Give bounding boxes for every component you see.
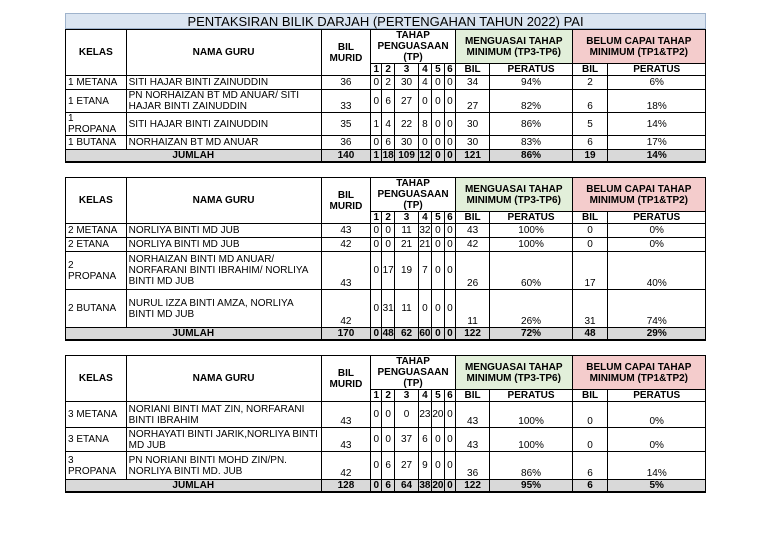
cell-kelas: 1 PROPANA [66,113,127,136]
total-b-bil: 48 [572,328,608,341]
cell-b-bil: 6 [572,136,608,150]
cell-nama-guru: SITI HAJAR BINTI ZAINUDDIN [126,76,321,90]
cell-jumlah-label: JUMLAH [66,150,322,163]
total-tp-5: 0 [431,328,444,341]
header-tp-1: 1 [371,212,382,224]
cell-b-peratus: 40% [608,252,706,290]
cell-tp-4: 4 [418,76,431,90]
cell-kelas: 2 BUTANA [66,290,127,328]
cell-nama-guru: NORLIYA BINTI MD JUB [126,224,321,238]
cell-nama-guru: NORLIYA BINTI MD JUB [126,238,321,252]
cell-b-peratus: 17% [608,136,706,150]
cell-m-peratus: 100% [490,238,572,252]
cell-b-bil: 0 [572,402,608,428]
cell-b-peratus: 0% [608,428,706,452]
cell-jumlah-label: JUMLAH [66,480,322,493]
cell-m-peratus: 83% [490,136,572,150]
block-spacer [65,163,706,177]
cell-b-bil: 31 [572,290,608,328]
total-tp-6: 0 [444,328,455,341]
table-row [66,113,706,136]
tables-container [65,29,706,493]
total-row [66,480,706,493]
table-row [66,252,706,290]
cell-tp-5: 0 [431,76,444,90]
cell-tp-2: 17 [382,252,395,290]
total-tp-1: 0 [371,480,382,493]
cell-kelas: 3 PROPANA [66,452,127,480]
cell-bil-murid: 43 [321,402,371,428]
cell-tp-4: 23 [418,402,431,428]
header-m-bil: BIL [455,390,490,402]
header-tp-3: 3 [395,212,419,224]
cell-kelas: 1 ETANA [66,90,127,113]
header-tp-6: 6 [444,390,455,402]
header-m-peratus: PERATUS [490,64,572,76]
header-tp-4: 4 [418,64,431,76]
table-row [66,238,706,252]
cell-m-peratus: 100% [490,402,572,428]
total-m-peratus: 86% [490,150,572,163]
cell-b-bil: 5 [572,113,608,136]
cell-tp-1: 0 [371,428,382,452]
cell-tp-5: 0 [431,113,444,136]
cell-bil-murid: 33 [321,90,371,113]
header-kelas: KELAS [66,30,127,76]
cell-bil-murid: 43 [321,224,371,238]
header-tp-4: 4 [418,212,431,224]
total-tp-1: 1 [371,150,382,163]
cell-tp-2: 0 [382,224,395,238]
class-table-form-3 [65,355,706,493]
cell-m-bil: 43 [455,224,490,238]
report-title: PENTAKSIRAN BILIK DARJAH (PERTENGAHAN TAHUN 2022) PAI [65,13,706,29]
total-tp-6: 0 [444,480,455,493]
cell-b-peratus: 6% [608,76,706,90]
cell-m-peratus: 86% [490,452,572,480]
header-tp-2: 2 [382,64,395,76]
cell-bil-murid: 42 [321,452,371,480]
total-b-peratus: 14% [608,150,706,163]
header-belum-capai: BELUM CAPAI TAHAP MINIMUM (TP1&TP2) [572,30,705,64]
cell-tp-1: 0 [371,402,382,428]
cell-tp-6: 0 [444,224,455,238]
cell-kelas: 3 ETANA [66,428,127,452]
cell-tp-1: 0 [371,76,382,90]
header-m-bil: BIL [455,212,490,224]
cell-tp-2: 6 [382,452,395,480]
cell-tp-5: 0 [431,452,444,480]
header-tp-3: 3 [395,64,419,76]
cell-tp-4: 0 [418,90,431,113]
total-tp-6: 0 [444,150,455,163]
cell-tp-2: 2 [382,76,395,90]
header-tahap-penguasaan: TAHAP PENGUASAAN (TP) [371,30,455,64]
cell-tp-1: 0 [371,224,382,238]
cell-b-bil: 0 [572,224,608,238]
cell-kelas: 2 METANA [66,224,127,238]
total-tp-5: 0 [431,150,444,163]
cell-tp-3: 11 [395,290,419,328]
table-row [66,402,706,428]
header-belum-capai: BELUM CAPAI TAHAP MINIMUM (TP1&TP2) [572,178,705,212]
cell-kelas: 2 ETANA [66,238,127,252]
cell-nama-guru: PN NORIANI BINTI MOHD ZIN/PN. NORLIYA BINTI MD. JUB [126,452,321,480]
cell-tp-5: 0 [431,238,444,252]
cell-tp-1: 0 [371,452,382,480]
cell-kelas: 1 METANA [66,76,127,90]
cell-m-peratus: 100% [490,428,572,452]
cell-tp-1: 0 [371,90,382,113]
header-tahap-penguasaan: TAHAP PENGUASAAN (TP) [371,356,455,390]
cell-nama-guru: NORHAIZAN BINTI MD ANUAR/ NORFARANI BINTI IBRAHIM/ NORLIYA BINTI MD JUB [126,252,321,290]
cell-tp-6: 0 [444,428,455,452]
cell-tp-5: 0 [431,224,444,238]
cell-tp-2: 0 [382,402,395,428]
cell-tp-4: 6 [418,428,431,452]
cell-tp-6: 0 [444,452,455,480]
cell-tp-3: 21 [395,238,419,252]
cell-tp-3: 27 [395,452,419,480]
cell-b-peratus: 0% [608,402,706,428]
cell-bil-murid: 36 [321,136,371,150]
total-b-bil: 6 [572,480,608,493]
total-tp-2: 6 [382,480,395,493]
header-belum-capai: BELUM CAPAI TAHAP MINIMUM (TP1&TP2) [572,356,705,390]
total-b-peratus: 5% [608,480,706,493]
cell-m-bil: 11 [455,290,490,328]
total-tp-3: 62 [395,328,419,341]
header-b-peratus: PERATUS [608,212,706,224]
header-menguasai: MENGUASAI TAHAP MINIMUM (TP3-TP6) [455,356,572,390]
cell-tp-6: 0 [444,90,455,113]
cell-m-peratus: 82% [490,90,572,113]
cell-nama-guru: NURUL IZZA BINTI AMZA, NORLIYA BINTI MD JUB [126,290,321,328]
cell-tp-4: 0 [418,290,431,328]
cell-tp-2: 4 [382,113,395,136]
header-tp-5: 5 [431,390,444,402]
cell-tp-3: 0 [395,402,419,428]
cell-kelas: 3 METANA [66,402,127,428]
header-b-peratus: PERATUS [608,64,706,76]
cell-tp-1: 0 [371,252,382,290]
cell-jumlah-label: JUMLAH [66,328,322,341]
cell-tp-5: 20 [431,402,444,428]
block-spacer [65,341,706,355]
header-tp-2: 2 [382,390,395,402]
cell-b-peratus: 14% [608,113,706,136]
header-tp-2: 2 [382,212,395,224]
cell-m-bil: 36 [455,452,490,480]
cell-kelas: 2 PROPANA [66,252,127,290]
cell-bil-murid: 36 [321,76,371,90]
cell-m-bil: 30 [455,136,490,150]
cell-tp-4: 21 [419,239,431,250]
total-m-bil: 122 [455,480,490,493]
cell-nama-guru: NORHAIZAN BT MD ANUAR [126,136,321,150]
cell-b-peratus: 74% [608,290,706,328]
cell-nama-guru: PN NORHAIZAN BT MD ANUAR/ SITI HAJAR BINTI ZAINUDDIN [126,90,321,113]
cell-tp-6: 0 [444,238,455,252]
total-tp-1: 0 [371,328,382,341]
table-row [66,452,706,480]
cell-tp-2: 6 [382,90,395,113]
cell-tp-2: 6 [382,136,395,150]
cell-tp-3: 27 [395,90,419,113]
cell-m-bil: 34 [455,76,490,90]
cell-tp-5: 0 [431,90,444,113]
cell-tp-4: 9 [418,452,431,480]
total-tp-4: 60 [419,328,431,339]
cell-m-bil: 42 [455,238,490,252]
cell-b-bil: 6 [572,452,608,480]
cell-tp-2: 0 [382,428,395,452]
cell-bil-murid: 43 [321,252,371,290]
cell-m-peratus: 60% [490,252,572,290]
cell-bil-murid: 35 [321,113,371,136]
cell-tp-2: 31 [382,290,395,328]
header-kelas: KELAS [66,356,127,402]
header-tp-6: 6 [444,64,455,76]
table-row [66,428,706,452]
cell-m-peratus: 26% [490,290,572,328]
cell-tp-4: 8 [418,113,431,136]
cell-b-bil: 2 [572,76,608,90]
cell-nama-guru: NORIANI BINTI MAT ZIN, NORFARANI BINTI IBRAHIM [126,402,321,428]
table-row [66,290,706,328]
header-b-bil: BIL [572,212,608,224]
total-m-peratus: 72% [490,328,572,341]
cell-m-bil: 27 [455,90,490,113]
header-tp-5: 5 [431,64,444,76]
cell-tp-3: 30 [395,76,419,90]
cell-m-bil: 43 [455,428,490,452]
cell-tp-6: 0 [444,252,455,290]
cell-tp-6: 0 [444,290,455,328]
cell-m-bil: 30 [455,113,490,136]
header-nama-guru: NAMA GURU [126,178,321,224]
cell-tp-5: 0 [431,290,444,328]
header-m-bil: BIL [455,64,490,76]
cell-tp-6: 0 [444,402,455,428]
cell-bil-murid: 42 [321,238,371,252]
total-tp-2: 48 [382,328,394,339]
cell-tp-3: 37 [395,428,419,452]
cell-b-bil: 17 [572,252,608,290]
header-tp-4: 4 [418,390,431,402]
cell-kelas: 1 BUTANA [66,136,127,150]
cell-tp-3: 30 [395,136,419,150]
cell-tp-3: 19 [395,252,419,290]
cell-b-peratus: 18% [608,90,706,113]
cell-m-peratus: 94% [490,76,572,90]
table-row [66,90,706,113]
cell-tp-1: 1 [371,113,382,136]
header-bil-murid: BIL MURID [321,178,371,224]
class-table-form-2 [65,177,706,341]
cell-m-peratus: 86% [490,113,572,136]
header-b-bil: BIL [572,390,608,402]
total-tp-5: 20 [432,480,444,491]
table-row [66,76,706,90]
total-b-bil: 19 [572,150,608,163]
cell-b-bil: 6 [572,90,608,113]
cell-m-bil: 26 [455,252,490,290]
cell-bil-murid: 43 [321,428,371,452]
cell-nama-guru: SITI HAJAR BINTI ZAINUDDIN [126,113,321,136]
header-m-peratus: PERATUS [490,390,572,402]
cell-tp-1: 0 [371,290,382,328]
total-b-peratus: 29% [608,328,706,341]
cell-tp-3: 22 [395,113,419,136]
table-row [66,224,706,238]
total-tp-3: 109 [395,150,419,163]
cell-tp-6: 0 [444,113,455,136]
cell-b-peratus: 0% [608,238,706,252]
total-row [66,328,706,341]
spreadsheet [65,13,706,493]
cell-tp-4: 32 [419,225,431,236]
total-m-peratus: 95% [490,480,572,493]
total-tp-4: 38 [419,480,431,491]
cell-nama-guru: NORHAYATI BINTI JARIK,NORLIYA BINTI MD JUB [126,428,321,452]
header-menguasai: MENGUASAI TAHAP MINIMUM (TP3-TP6) [455,30,572,64]
header-tp-5: 5 [431,212,444,224]
header-tp-1: 1 [371,390,382,402]
cell-b-bil: 0 [572,238,608,252]
cell-tp-4: 7 [418,252,431,290]
header-b-peratus: PERATUS [608,390,706,402]
header-kelas: KELAS [66,178,127,224]
cell-m-peratus: 100% [490,224,572,238]
header-menguasai: MENGUASAI TAHAP MINIMUM (TP3-TP6) [455,178,572,212]
cell-b-peratus: 0% [608,224,706,238]
header-bil-murid: BIL MURID [321,356,371,402]
cell-tp-4: 0 [418,136,431,150]
cell-tp-2: 0 [382,238,395,252]
header-tp-6: 6 [444,212,455,224]
total-bil-murid: 170 [321,328,371,341]
cell-b-peratus: 14% [608,452,706,480]
total-bil-murid: 128 [321,480,371,493]
header-m-peratus: PERATUS [490,212,572,224]
class-table-form-1 [65,29,706,163]
total-row [66,150,706,163]
total-m-bil: 122 [455,328,490,341]
cell-tp-3: 11 [395,224,419,238]
cell-tp-6: 0 [444,136,455,150]
header-nama-guru: NAMA GURU [126,356,321,402]
cell-tp-1: 0 [371,136,382,150]
cell-m-bil: 43 [455,402,490,428]
cell-tp-5: 0 [431,428,444,452]
total-tp-2: 18 [382,150,394,161]
cell-bil-murid: 42 [321,290,371,328]
header-tahap-penguasaan: TAHAP PENGUASAAN (TP) [371,178,455,212]
header-tp-3: 3 [395,390,419,402]
cell-tp-5: 0 [431,136,444,150]
table-row [66,136,706,150]
header-b-bil: BIL [572,64,608,76]
total-m-bil: 121 [455,150,490,163]
cell-b-bil: 0 [572,428,608,452]
header-tp-1: 1 [371,64,382,76]
cell-tp-6: 0 [444,76,455,90]
total-tp-3: 64 [395,480,419,493]
header-bil-murid: BIL MURID [321,30,371,76]
cell-tp-5: 0 [431,252,444,290]
cell-tp-1: 0 [371,238,382,252]
total-tp-4: 12 [419,150,431,161]
total-bil-murid: 140 [321,150,371,163]
header-nama-guru: NAMA GURU [126,30,321,76]
